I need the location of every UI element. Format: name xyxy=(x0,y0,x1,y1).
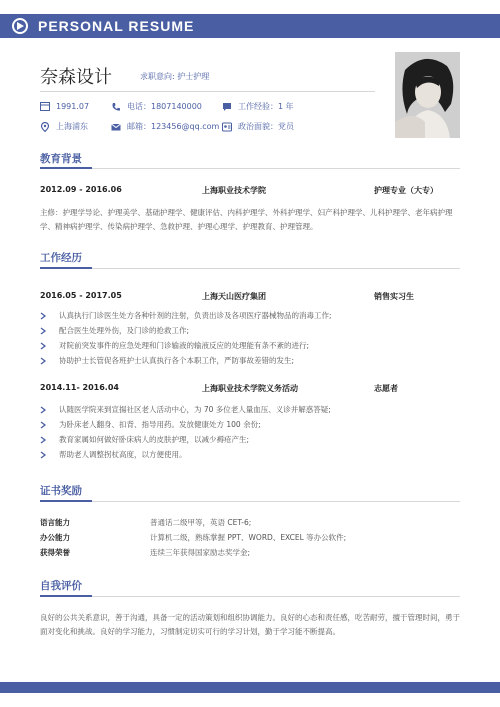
job-org: 上海天山医疗集团 xyxy=(202,292,266,301)
chevron-right-icon xyxy=(40,421,50,429)
list-item: 认真执行门诊医生处方各种针剂的注射，负责出诊及各项医疗器械物品的消毒工作; xyxy=(40,308,460,323)
section-title-work: 工作经历 xyxy=(40,252,82,264)
play-circle-icon xyxy=(12,18,28,34)
mail-icon xyxy=(111,122,121,132)
badge-icon xyxy=(222,122,232,132)
section-accent xyxy=(40,167,92,169)
list-item: 配合医生处理外伤，及门诊的抢救工作; xyxy=(40,323,460,338)
section-divider xyxy=(40,596,460,597)
cert-row xyxy=(40,547,460,562)
list-item: 协助护士长管促各班护士认真执行各个本职工作，严防事故差错的发生; xyxy=(40,353,460,368)
location-text: 上海浦东 xyxy=(56,122,88,131)
list-item: 教育家属如何做好卧床病人的皮肤护理，以减少褥疮产生; xyxy=(40,432,460,447)
birth-text: 1991.07 xyxy=(56,101,90,111)
email-info xyxy=(111,121,219,132)
cert-key: 获得荣誉 xyxy=(40,548,70,557)
job-intent: 求职意向: 护士护理 xyxy=(140,72,210,81)
section-title-certs: 证书奖励 xyxy=(40,485,82,497)
divider xyxy=(40,91,375,92)
section-divider xyxy=(40,501,460,502)
education-courses: 主修：护理学导论、护理美学、基础护理学、健康评估、内科护理学、外科护理学、妇产科护理学、儿科护理学、老年病护理学、精神病护理学、传染病护理学、急救护理、护理心理学、护理教育、护理管理。 xyxy=(40,208,453,231)
list-item: 为卧床老人翻身、扣背、指导用药。发放健康处方 100 余份; xyxy=(40,417,460,432)
calendar-icon xyxy=(40,101,50,111)
experience-text: 工作经验：1 年 xyxy=(238,102,294,111)
footer-bar xyxy=(0,682,500,693)
cert-row xyxy=(40,532,460,547)
page-title: PERSONAL RESUME xyxy=(38,18,195,34)
job-org: 上海职业技术学院义务活动 xyxy=(202,384,298,393)
section-divider xyxy=(40,268,460,269)
chevron-right-icon xyxy=(40,327,50,335)
email-text: 邮箱：123456@qq.com xyxy=(127,122,220,131)
job-period: 2014.11- 2016.04 xyxy=(40,383,119,392)
section-accent xyxy=(40,500,92,502)
list-item: 认随医学院来到宣揚社区老人活动中心，为 70 多位老人量血压、义诊并解惑答疑; xyxy=(40,402,460,417)
chevron-right-icon xyxy=(40,357,50,365)
chevron-right-icon xyxy=(40,451,50,459)
job-period: 2016.05 - 2017.05 xyxy=(40,291,122,300)
education-school: 上海职业技术学院 xyxy=(202,186,266,195)
cert-value: 连续三年获得国家励志奖学金; xyxy=(150,548,251,557)
cert-value: 计算机二级，熟练掌握 PPT、WORD、EXCEL 等办公软件; xyxy=(150,533,347,542)
location-info xyxy=(40,121,88,132)
experience-info xyxy=(222,101,294,112)
cert-key: 语言能力 xyxy=(40,518,70,527)
list-item: 对院前突发事件的应急处理和门诊输液的输液反应的处理能有条不紊的进行; xyxy=(40,338,460,353)
header-bar xyxy=(0,14,500,38)
phone-info xyxy=(111,101,202,112)
cert-row xyxy=(40,517,460,532)
list-item: 帮助老人调整拐杖高度，以方便使用。 xyxy=(40,447,460,462)
politics-info xyxy=(222,121,294,132)
politics-text: 政治面貌：党员 xyxy=(238,122,294,131)
education-major: 护理专业（大专） xyxy=(374,186,438,195)
candidate-name: 奈森设计 xyxy=(40,67,112,88)
profile-photo xyxy=(395,52,460,138)
section-title-education: 教育背景 xyxy=(40,153,82,165)
section-title-self: 自我评价 xyxy=(40,580,82,592)
job-duties-list xyxy=(40,308,460,368)
cert-value: 普通话二级甲等，英语 CET-6; xyxy=(150,518,252,527)
job-role: 销售实习生 xyxy=(374,292,414,301)
chevron-right-icon xyxy=(40,406,50,414)
self-evaluation-text: 良好的公共关系意识，善于沟通，具备一定的活动策划和组织协调能力。良好的心态和责任感，吃苦耐劳，擅于管理时间，勇于面对变化和挑战。良好的学习能力，习惯制定切实可行的学习计划，勤于学习能不断提高。 xyxy=(40,613,460,636)
chevron-right-icon xyxy=(40,312,50,320)
location-pin-icon xyxy=(40,122,50,132)
job-role: 志愿者 xyxy=(374,384,398,393)
section-accent xyxy=(40,595,92,597)
certs-list xyxy=(40,517,460,562)
chevron-right-icon xyxy=(40,342,50,350)
phone-text: 电话：1807140000 xyxy=(127,102,202,111)
cert-key: 办公能力 xyxy=(40,533,70,542)
birth-info xyxy=(40,101,89,111)
job-duties-list xyxy=(40,402,460,462)
chat-bubble-icon xyxy=(222,102,232,112)
section-accent xyxy=(40,267,92,269)
phone-icon xyxy=(111,102,121,112)
section-divider xyxy=(40,168,460,169)
chevron-right-icon xyxy=(40,436,50,444)
education-period: 2012.09 - 2016.06 xyxy=(40,185,122,194)
